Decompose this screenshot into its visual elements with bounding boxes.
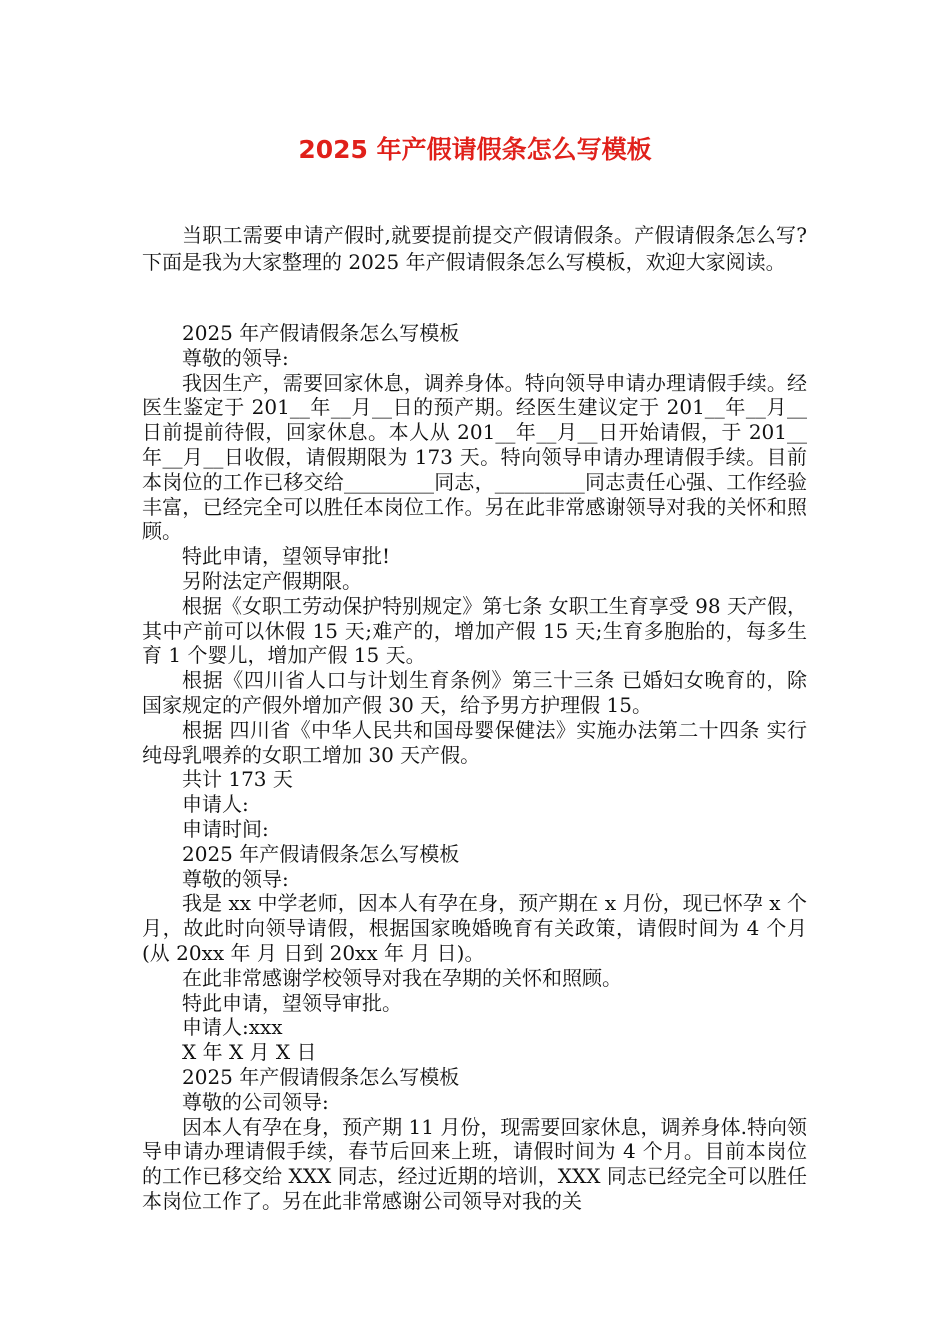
body-paragraph: 根据《四川省人口与计划生育条例》第三十三条 已婚妇女晚育的，除国家规定的产假外增加产假 30 天，给予男方护理假 15。 — [142, 668, 807, 717]
body-paragraph: 申请人: — [182, 792, 249, 817]
intro-paragraph: 当职工需要申请产假时,就要提前提交产假请假条。产假请假条怎么写?下面是我为大家整理的 2025 年产假请假条怎么写模板，欢迎大家阅读。 — [142, 223, 807, 274]
body-paragraph: X 年 X 月 X 日 — [182, 1040, 317, 1065]
body-paragraph: 特此申请，望领导审批! — [182, 544, 391, 569]
body-paragraph: 特此申请，望领导审批。 — [182, 990, 402, 1015]
body-paragraph: 根据《女职工劳动保护特别规定》第七条 女职工生育享受 98 天产假，其中产前可以休假 15 天;难产的，增加产假 15 天;生育多胞胎的，每多生育 1 个婴儿，增加产假 15 天。 — [142, 593, 807, 668]
body-paragraph: 根据 四川省《中华人民共和国母婴保健法》实施办法第二十四条 实行纯母乳喂养的女职工增加 30 天产假。 — [142, 717, 807, 767]
body-paragraph: 2025 年产假请假条怎么写模板 — [182, 841, 460, 866]
body-paragraph: 另附法定产假期限。 — [182, 568, 362, 593]
body-paragraph: 我因生产，需要回家休息，调养身体。特向领导申请办理请假手续。经医生鉴定于 201__年__月__日的预产期。经医生建议定于 201__年__月__日前提前待假，回家休息。本人从 201__年__月__日开始请假，于 201__年__月__日收假，请假期限为 173 天。特向领导申请办理请假手续。目前本岗位的工作已移交给_________同志，_________同志责任心强、工作经验丰富，已经完全可以胜任本岗位工作。另在此非常感谢领导对我的关怀和照顾。 — [142, 370, 807, 544]
body-paragraph: 申请人:xxx — [182, 1015, 283, 1040]
body-paragraph: 共计 173 天 — [182, 767, 293, 792]
document-title: 2025 年产假请假条怎么写模板 — [298, 135, 652, 164]
body-paragraph: 2025 年产假请假条怎么写模板 — [182, 321, 460, 345]
body-paragraph: 申请时间: — [182, 816, 269, 841]
document-body — [142, 321, 807, 1214]
body-paragraph: 我是 xx 中学老师，因本人有孕在身，预产期在 x 月份，现已怀孕 x 个月，故此时向领导请假，根据国家晚婚晚育有关政策，请假时间为 4 个月(从 20xx 年 月 日到 20xx 年 月 日)。 — [142, 891, 807, 965]
intro-block — [142, 222, 807, 276]
body-paragraph: 因本人有孕在身，预产期 11 月份，现需要回家休息，调养身体.特向领导申请办理请假手续，春节后回来上班，请假时间为 4 个月。目前本岗位的工作已移交给 XXX 同志，经过近期的培训，XXX 同志已经完全可以胜任本岗位工作了。另在此非常感谢公司领导对我的关 — [142, 1114, 807, 1213]
body-paragraph: 尊敬的公司领导: — [182, 1089, 329, 1114]
body-paragraph: 在此非常感谢学校领导对我在孕期的关怀和照顾。 — [182, 965, 622, 990]
body-paragraph: 尊敬的领导: — [182, 345, 289, 370]
body-paragraph: 尊敬的领导: — [182, 866, 289, 891]
body-paragraph: 2025 年产假请假条怎么写模板 — [182, 1064, 460, 1089]
